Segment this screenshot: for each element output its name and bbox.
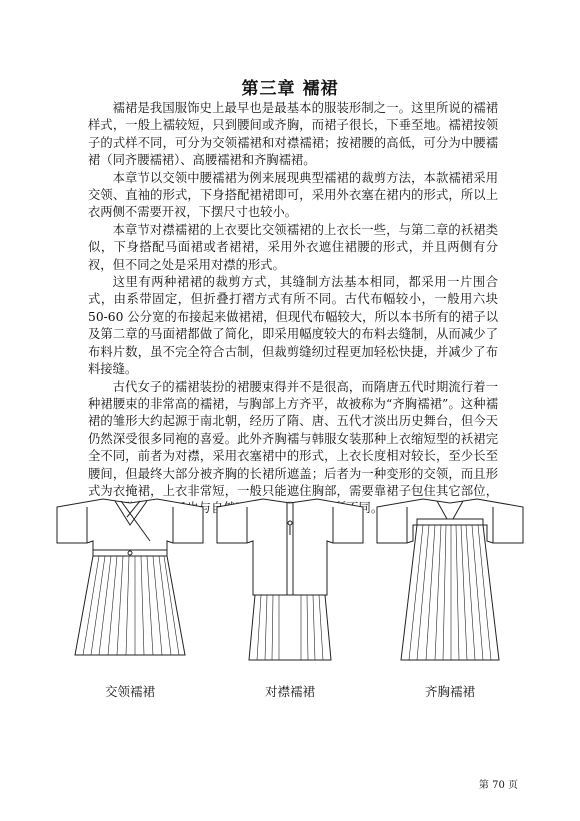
garment-figures [55,495,525,670]
paragraph-2: 本章节以交领中腰襦裙为例来展现典型襦裙的裁剪方法，本款襦裙采用交领、直袖的形式，下身搭配裙裙即可，采用外衣塞在裙内的形式，所以上衣两侧不需要开衩，下摆尺寸也较小。 [88,170,498,220]
figure-caption-2: 对襟襦裙 [264,684,315,699]
paragraph-4: 这里有两种裙裙的裁剪方式，其缝制方法基本相同，都采用一片围合式，由系带固定，但折叠打褶方式有所不同。古代布幅较小，一般用六块 50-60 公分宽的布接起来做裙裙，但现代布幅较大，所以本书所有的裙子以及第二章的马面裙都做了简化，即采用幅度较大的布料去缝制，从而减少了布料片数，虽不完全符合古制，但裁剪缝纫过程更加轻松快捷，并减少了布料接缝。 [88,275,498,377]
duijin-ruqun-garment-icon [215,495,365,670]
paragraph-1: 襦裙是我国服饰史上最早也是最基本的服装形制之一。这里所说的襦裙样式，一般上襦较短，只到腰间或齐胸，而裙子很长，下垂至地。襦裙按领子的式样不同，可分为交领襦裙和对襟襦裙；按裙腰的高低，可分为中腰襦裙（同齐腰襦裙）、高腰襦裙和齐胸襦裙。 [88,101,498,168]
figure-caption-1: 交领襦裙 [104,684,155,699]
qixiong-ruqun-garment-icon [375,495,525,670]
jiaoling-ruqun-garment-icon [55,495,205,670]
chapter-title: 第三章 襦裙 [241,79,339,99]
page-number: 第 70 页 [478,780,518,791]
paragraph-3: 本章节对襟襦裙的上衣要比交领襦裙的上衣长一些，与第二章的袄裙类似，下身搭配马面裙或者裙裙，采用外衣遮住裙腰的形式，并且两侧有分衩，但不同之处是采用对襟的形式。 [88,222,498,272]
figure-caption-3: 齐胸襦裙 [424,684,475,699]
body-text [88,100,498,518]
paragraph-5: 古代女子的襦裙装扮的裙腰束得并不是很高，而隋唐五代时期流行着一种裙腰束的非常高的襦裙，与胸部上方齐平，故被称为“齐胸襦裙”。这种襦裙的雏形大约起源于南北朝，经历了隋、唐、五代才淡出历史舞台，但今天仍然深受很多同袍的喜爱。此外齐胸襦与韩服女装那种上衣缩短型的袄裙完全不同，前者为对襟，采用衣塞裙中的形式，上衣长度相对较长，至少长至腰间，但最终大部分被齐胸的长裙所遮盖；后者为一种变形的交领，而且形式为衣掩裙，上衣非常短，一般只能遮住胸部，需要靠裙子包住其它部位， 也与自然 同。 [88,379,498,516]
